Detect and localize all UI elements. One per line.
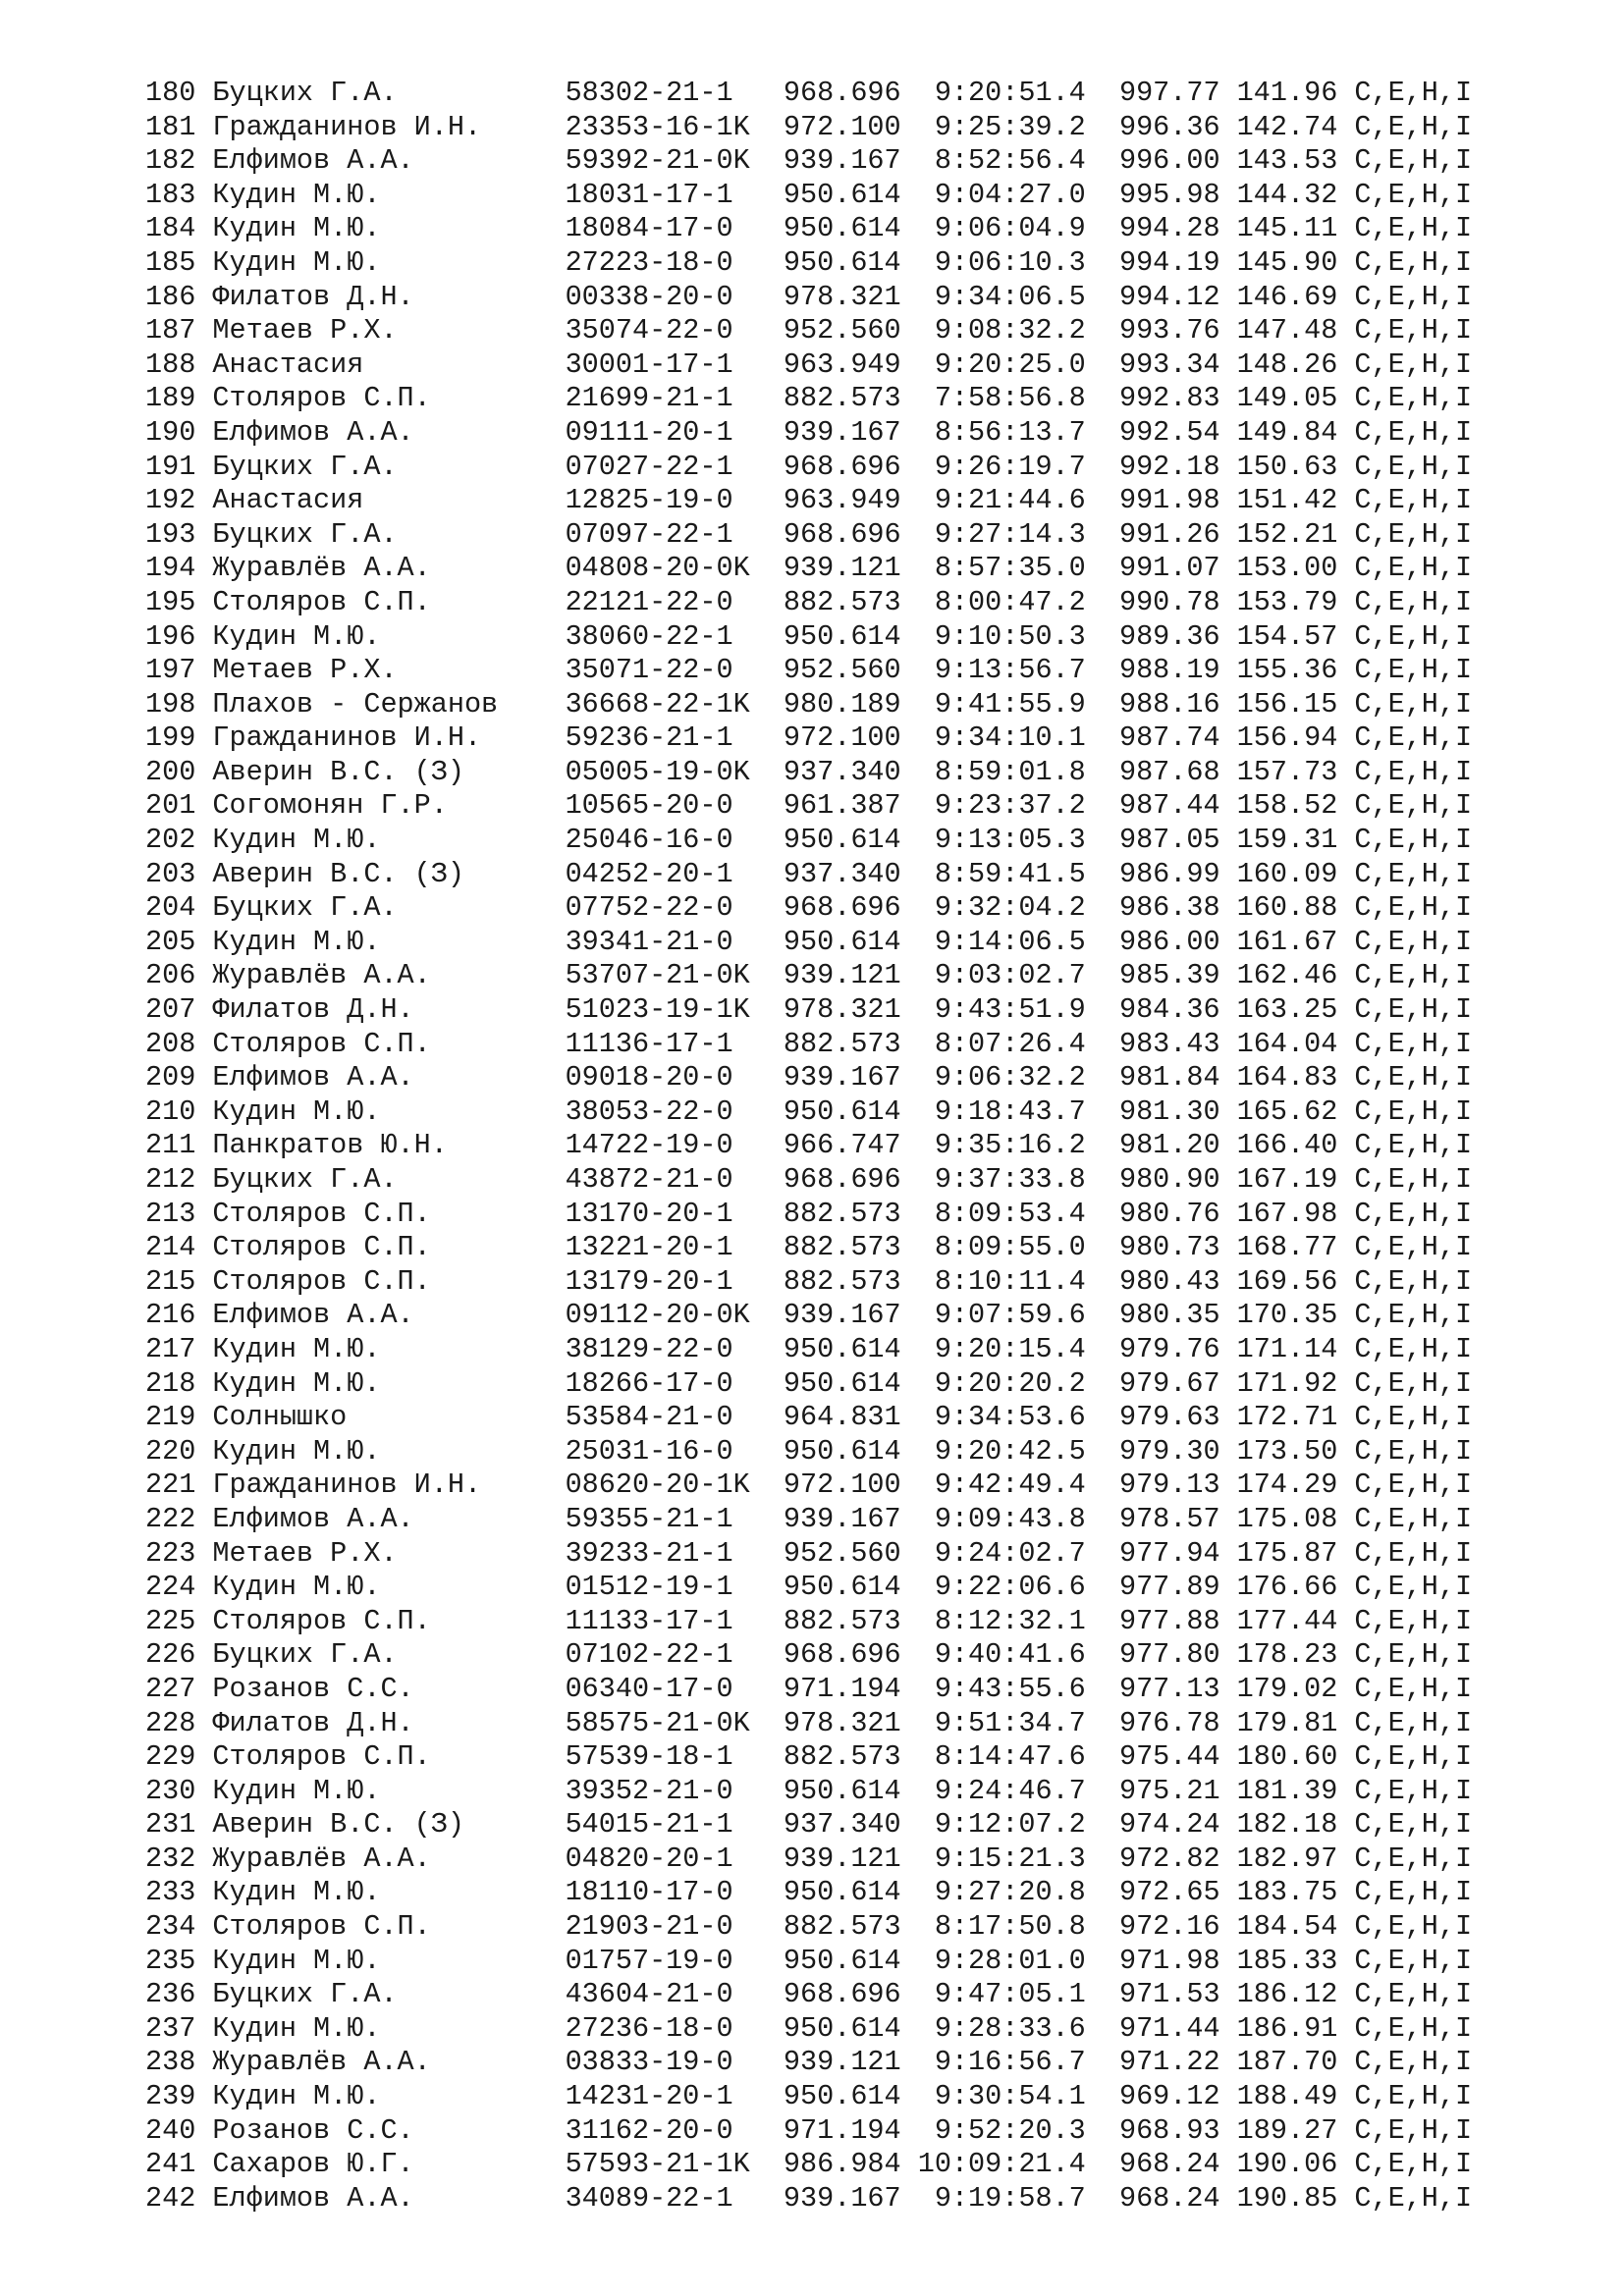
result-row: 213 Столяров С.П. 13170-20-1 882.573 8:09:53.4 980.76 167.98 C,E,H,I [145,1197,1473,1230]
result-row: 191 Буцких Г.А. 07027-22-1 968.696 9:26:19.7 992.18 150.63 C,E,H,I [145,450,1473,483]
result-row: 233 Кудин М.Ю. 18110-17-0 950.614 9:27:20.8 972.65 183.75 C,E,H,I [145,1876,1473,1909]
result-row: 218 Кудин М.Ю. 18266-17-0 950.614 9:20:20.2 979.67 171.92 C,E,H,I [145,1366,1473,1400]
result-row: 185 Кудин М.Ю. 27223-18-0 950.614 9:06:10.3 994.19 145.90 C,E,H,I [145,245,1473,279]
result-row: 210 Кудин М.Ю. 38053-22-0 950.614 9:18:43.7 981.30 165.62 C,E,H,I [145,1095,1473,1128]
result-row: 193 Буцких Г.А. 07097-22-1 968.696 9:27:14.3 991.26 152.21 C,E,H,I [145,517,1473,551]
result-row: 208 Столяров С.П. 11136-17-1 882.573 8:07:26.4 983.43 164.04 C,E,H,I [145,1027,1473,1060]
result-row: 224 Кудин М.Ю. 01512-19-1 950.614 9:22:06.6 977.89 176.66 C,E,H,I [145,1571,1473,1604]
result-row: 198 Плахов - Сержанов 36668-22-1K 980.189 9:41:55.9 988.16 156.15 C,E,H,I [145,687,1473,721]
result-row: 212 Буцких Г.А. 43872-21-0 968.696 9:37:33.8 980.90 167.19 C,E,H,I [145,1163,1473,1196]
result-row: 196 Кудин М.Ю. 38060-22-1 950.614 9:10:50.3 989.36 154.57 C,E,H,I [145,619,1473,653]
result-row: 231 Аверин В.С. (З) 54015-21-1 937.340 9:12:07.2 974.24 182.18 C,E,H,I [145,1808,1473,1842]
result-row: 241 Сахаров Ю.Г. 57593-21-1K 986.984 10:09:21.4 968.24 190.06 C,E,H,I [145,2148,1473,2181]
result-row: 220 Кудин М.Ю. 25031-16-0 950.614 9:20:42.5 979.30 173.50 C,E,H,I [145,1434,1473,1468]
result-row: 186 Филатов Д.Н. 00338-20-0 978.321 9:34:06.5 994.12 146.69 C,E,H,I [145,280,1473,313]
result-row: 182 Елфимов А.А. 59392-21-0K 939.167 8:52:56.4 996.00 143.53 C,E,H,I [145,144,1473,178]
result-row: 188 Анастасия 30001-17-1 963.949 9:20:25.0 993.34 148.26 C,E,H,I [145,347,1473,381]
result-row: 238 Журавлёв А.А. 03833-19-0 939.121 9:16:56.7 971.22 187.70 C,E,H,I [145,2046,1473,2079]
result-row: 222 Елфимов А.А. 59355-21-1 939.167 9:09:43.8 978.57 175.08 C,E,H,I [145,1502,1473,1535]
result-row: 187 Метаев Р.Х. 35074-22-0 952.560 9:08:32.2 993.76 147.48 C,E,H,I [145,314,1473,347]
results-listing [145,77,1472,2216]
result-row: 242 Елфимов А.А. 34089-22-1 939.167 9:19:58.7 968.24 190.85 C,E,H,I [145,2181,1473,2215]
result-row: 232 Журавлёв А.А. 04820-20-1 939.121 9:15:21.3 972.82 182.97 C,E,H,I [145,1842,1473,1875]
result-row: 204 Буцких Г.А. 07752-22-0 968.696 9:32:04.2 986.38 160.88 C,E,H,I [145,891,1473,925]
result-row: 200 Аверин В.С. (З) 05005-19-0K 937.340 8:59:01.8 987.68 157.73 C,E,H,I [145,755,1473,788]
result-row: 216 Елфимов А.А. 09112-20-0K 939.167 9:07:59.6 980.35 170.35 C,E,H,I [145,1299,1473,1332]
result-row: 227 Розанов С.С. 06340-17-0 971.194 9:43:55.6 977.13 179.02 C,E,H,I [145,1672,1473,1705]
result-row: 237 Кудин М.Ю. 27236-18-0 950.614 9:28:33.6 971.44 186.91 C,E,H,I [145,2011,1473,2045]
result-row: 235 Кудин М.Ю. 01757-19-0 950.614 9:28:01.0 971.98 185.33 C,E,H,I [145,1944,1473,1977]
result-row: 223 Метаев Р.Х. 39233-21-1 952.560 9:24:02.7 977.94 175.87 C,E,H,I [145,1536,1473,1570]
result-row: 209 Елфимов А.А. 09018-20-0 939.167 9:06:32.2 981.84 164.83 C,E,H,I [145,1061,1473,1095]
result-row: 215 Столяров С.П. 13179-20-1 882.573 8:10:11.4 980.43 169.56 C,E,H,I [145,1264,1473,1298]
result-row: 197 Метаев Р.Х. 35071-22-0 952.560 9:13:56.7 988.19 155.36 C,E,H,I [145,654,1473,687]
result-row: 194 Журавлёв А.А. 04808-20-0K 939.121 8:57:35.0 991.07 153.00 C,E,H,I [145,552,1473,585]
result-row: 226 Буцких Г.А. 07102-22-1 968.696 9:40:41.6 977.80 178.23 C,E,H,I [145,1638,1473,1672]
result-row: 217 Кудин М.Ю. 38129-22-0 950.614 9:20:15.4 979.76 171.14 C,E,H,I [145,1332,1473,1365]
result-row: 229 Столяров С.П. 57539-18-1 882.573 8:14:47.6 975.44 180.60 C,E,H,I [145,1740,1473,1774]
result-row: 195 Столяров С.П. 22121-22-0 882.573 8:00:47.2 990.78 153.79 C,E,H,I [145,585,1473,618]
result-row: 230 Кудин М.Ю. 39352-21-0 950.614 9:24:46.7 975.21 181.39 C,E,H,I [145,1774,1473,1807]
result-row: 183 Кудин М.Ю. 18031-17-1 950.614 9:04:27.0 995.98 144.32 C,E,H,I [145,178,1473,211]
result-row: 199 Гражданинов И.Н. 59236-21-1 972.100 9:34:10.1 987.74 156.94 C,E,H,I [145,721,1473,755]
result-row: 203 Аверин В.С. (З) 04252-20-1 937.340 8:59:41.5 986.99 160.09 C,E,H,I [145,857,1473,890]
result-row: 190 Елфимов А.А. 09111-20-1 939.167 8:56:13.7 992.54 149.84 C,E,H,I [145,415,1473,449]
result-row: 201 Согомонян Г.Р. 10565-20-0 961.387 9:23:37.2 987.44 158.52 C,E,H,I [145,789,1473,823]
result-row: 180 Буцких Г.А. 58302-21-1 968.696 9:20:51.4 997.77 141.96 C,E,H,I [145,77,1473,109]
result-row: 234 Столяров С.П. 21903-21-0 882.573 8:17:50.8 972.16 184.54 C,E,H,I [145,1910,1473,1944]
result-row: 219 Солнышко 53584-21-0 964.831 9:34:53.6 979.63 172.71 C,E,H,I [145,1401,1473,1434]
result-row: 205 Кудин М.Ю. 39341-21-0 950.614 9:14:06.5 986.00 161.67 C,E,H,I [145,925,1473,958]
result-row: 228 Филатов Д.Н. 58575-21-0K 978.321 9:51:34.7 976.78 179.81 C,E,H,I [145,1706,1473,1739]
result-row: 181 Гражданинов И.Н. 23353-16-1K 972.100 9:25:39.2 996.36 142.74 C,E,H,I [145,110,1473,143]
result-row: 202 Кудин М.Ю. 25046-16-0 950.614 9:13:05.3 987.05 159.31 C,E,H,I [145,824,1473,857]
result-row: 206 Журавлёв А.А. 53707-21-0K 939.121 9:03:02.7 985.39 162.46 C,E,H,I [145,959,1473,992]
result-row: 236 Буцких Г.А. 43604-21-0 968.696 9:47:05.1 971.53 186.12 C,E,H,I [145,1978,1473,2011]
result-row: 211 Панкратов Ю.Н. 14722-19-0 966.747 9:35:16.2 981.20 166.40 C,E,H,I [145,1129,1473,1162]
result-row: 207 Филатов Д.Н. 51023-19-1K 978.321 9:43:51.9 984.36 163.25 C,E,H,I [145,993,1473,1027]
result-row: 221 Гражданинов И.Н. 08620-20-1K 972.100 9:42:49.4 979.13 174.29 C,E,H,I [145,1468,1473,1502]
result-row: 184 Кудин М.Ю. 18084-17-0 950.614 9:06:04.9 994.28 145.11 C,E,H,I [145,212,1473,245]
result-row: 192 Анастасия 12825-19-0 963.949 9:21:44.6 991.98 151.42 C,E,H,I [145,484,1473,517]
result-row: 189 Столяров С.П. 21699-21-1 882.573 7:58:56.8 992.83 149.05 C,E,H,I [145,382,1473,415]
result-row: 240 Розанов С.С. 31162-20-0 971.194 9:52:20.3 968.93 189.27 C,E,H,I [145,2113,1473,2147]
result-row: 225 Столяров С.П. 11133-17-1 882.573 8:12:32.1 977.88 177.44 C,E,H,I [145,1604,1473,1637]
result-row: 239 Кудин М.Ю. 14231-20-1 950.614 9:30:54.1 969.12 188.49 C,E,H,I [145,2080,1473,2113]
result-row: 214 Столяров С.П. 13221-20-1 882.573 8:09:55.0 980.73 168.77 C,E,H,I [145,1231,1473,1264]
